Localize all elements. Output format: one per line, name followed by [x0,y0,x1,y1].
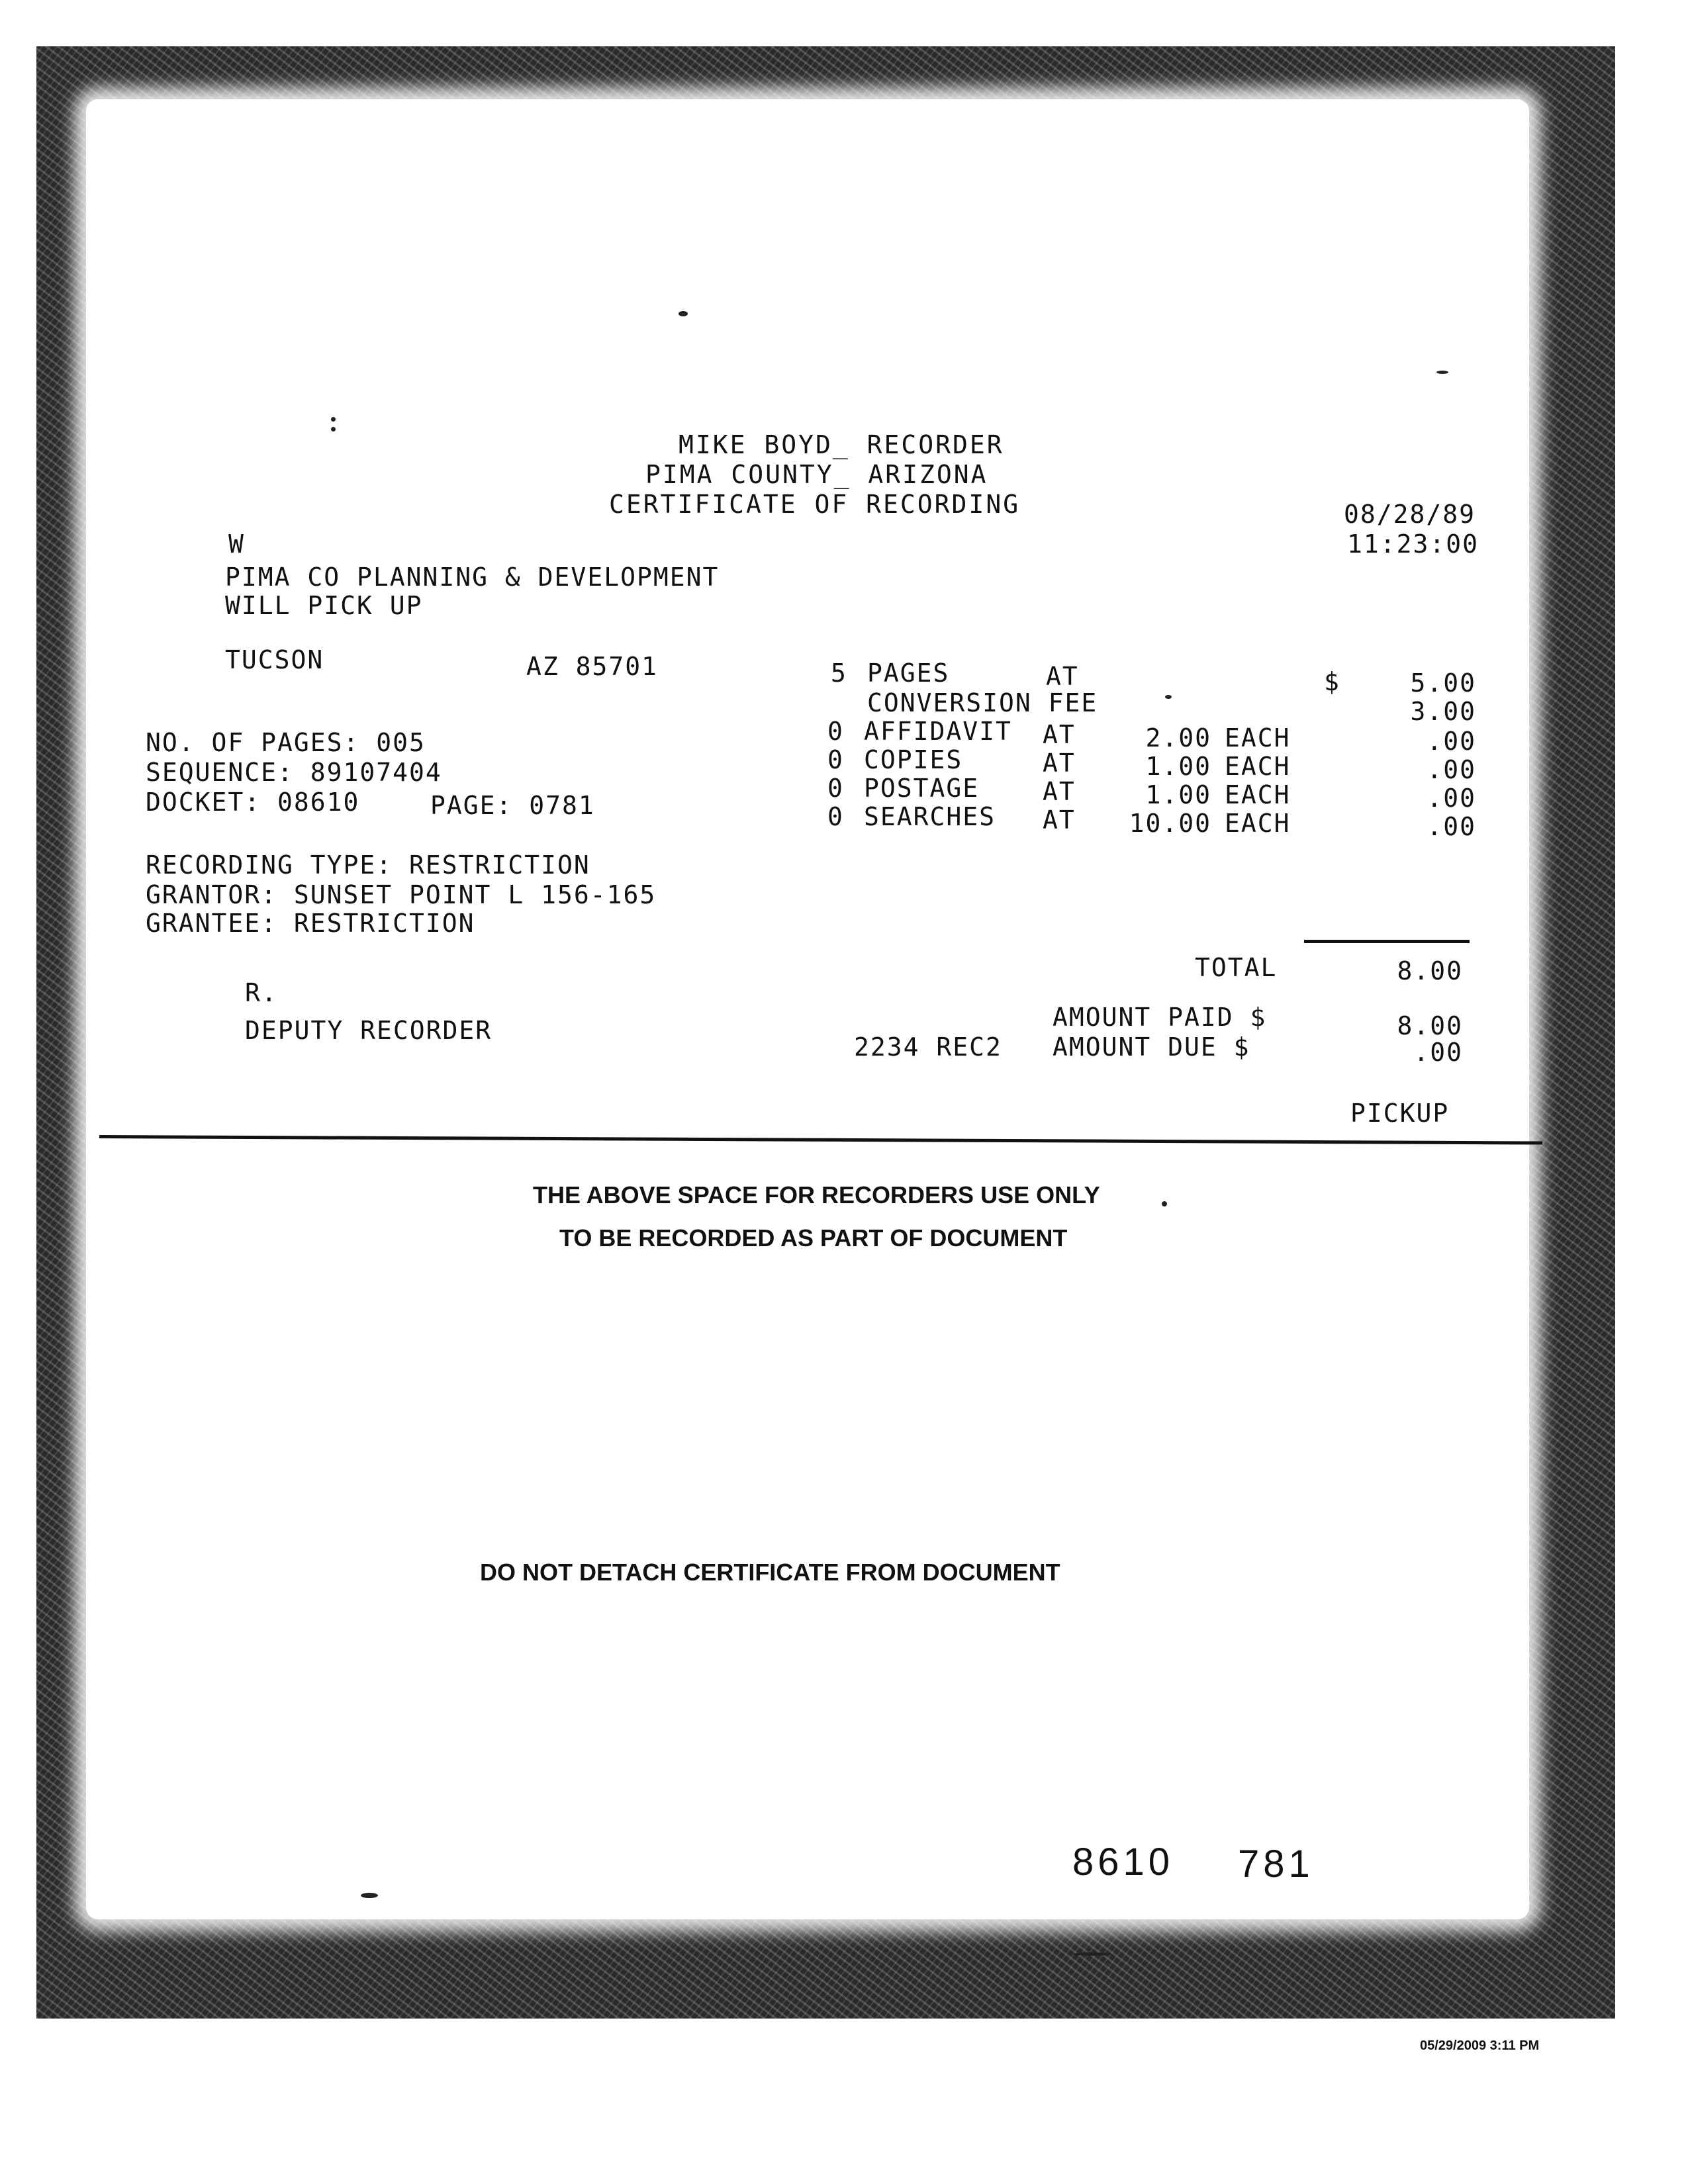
addressee-city: TUCSON [225,645,324,674]
number-of-pages: NO. OF PAGES: 005 [146,728,426,757]
deputy-initials: R. [245,978,278,1007]
fee-rate: 10.00 [1129,809,1211,838]
amount-due: .00 [1413,1038,1463,1067]
speck [679,311,688,316]
fee-item: CONVERSION FEE [867,688,1098,717]
addressee-line1: PIMA CO PLANNING & DEVELOPMENT [225,563,720,592]
fee-each: EACH [1225,752,1291,781]
fee-amount: .00 [1427,812,1476,841]
fee-amount: .00 [1427,784,1476,813]
fee-qty: 5 [831,659,847,688]
recorders-use-notice: THE ABOVE SPACE FOR RECORDERS USE ONLY [533,1181,1100,1208]
fee-rate: 2.00 [1145,723,1211,752]
speck [1162,1201,1167,1206]
grantor: GRANTOR: SUNSET POINT L 156-165 [146,880,657,909]
fee-item: COPIES [864,745,963,774]
speck [1436,371,1448,374]
fee-amount: .00 [1427,727,1476,756]
currency-symbol: $ [1324,667,1340,696]
addressee-line2: WILL PICK UP [225,591,423,620]
speck [331,417,336,422]
amount-paid-label: AMOUNT PAID $ [1053,1003,1267,1032]
fee-rate: 1.00 [1145,752,1211,781]
amount-due-label: AMOUNT DUE $ [1053,1032,1250,1062]
deputy-title: DEPUTY RECORDER [245,1016,492,1045]
fee-qty: 0 [827,745,844,774]
certificate-sheet [86,99,1529,1919]
page-reference: 781 [1238,1843,1314,1886]
fee-each: EACH [1225,780,1291,809]
addressee-mark: W [228,529,245,559]
fee-at: AT [1043,749,1076,778]
fee-at: AT [1043,720,1076,749]
fee-qty: 0 [827,717,844,746]
fee-amount: 5.00 [1410,668,1476,698]
grantee: GRANTEE: RESTRICTION [146,909,475,938]
fee-each: EACH [1225,809,1291,838]
fee-item: POSTAGE [864,774,980,803]
fee-item: SEARCHES [864,802,996,831]
receipt-code: 2234 REC2 [854,1032,1002,1062]
fee-item: AFFIDAVIT [864,717,1012,746]
fee-amount: .00 [1427,755,1476,784]
fee-qty: 0 [827,774,844,803]
docket-reference: 8610 [1072,1841,1174,1884]
fee-amount: 3.00 [1410,697,1476,726]
recording-date: 08/28/89 [1344,500,1476,529]
fee-at: AT [1046,662,1079,691]
print-timestamp: 05/29/2009 3:11 PM [1420,2038,1540,2053]
county-name: PIMA COUNTY_ ARIZONA [645,460,988,489]
sequence-number: SEQUENCE: 89107404 [146,758,442,787]
speck [361,1893,378,1898]
do-not-detach-notice: DO NOT DETACH CERTIFICATE FROM DOCUMENT [480,1559,1060,1586]
total-label: TOTAL [1195,953,1278,982]
recording-time: 11:23:00 [1347,529,1479,559]
addressee-state-zip: AZ 85701 [526,652,659,681]
total-rule [1304,940,1470,943]
record-as-part-notice: TO BE RECORDED AS PART OF DOCUMENT [559,1224,1068,1251]
recording-type: RECORDING TYPE: RESTRICTION [146,850,590,880]
fee-at: AT [1043,777,1076,806]
fee-qty: 0 [827,802,844,831]
recorder-name: MIKE BOYD_ RECORDER [679,430,1004,459]
docket-number: DOCKET: 08610 [146,788,360,817]
fee-rate: 1.00 [1145,780,1211,809]
amount-paid: 8.00 [1397,1011,1463,1040]
pickup-flag: PICKUP [1350,1099,1450,1128]
speck [331,427,336,432]
total-amount: 8.00 [1397,956,1463,985]
speck [1072,1952,1112,1956]
certificate-title: CERTIFICATE OF RECORDING [609,490,1021,519]
fee-each: EACH [1225,723,1291,752]
fee-at: AT [1043,805,1076,835]
fee-item: PAGES [867,659,950,688]
speck [1165,695,1172,699]
page-number: PAGE: 0781 [430,791,595,820]
